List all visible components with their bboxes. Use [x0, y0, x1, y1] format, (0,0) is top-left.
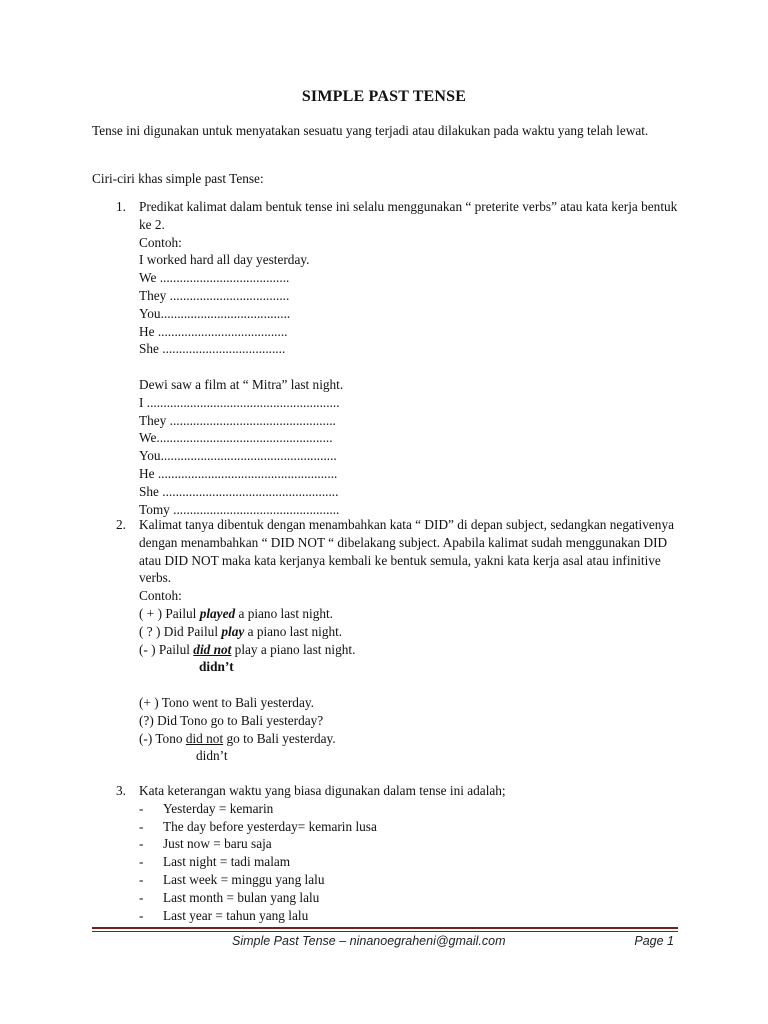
item3-text: Kata keterangan waktu yang biasa digunakan dalam tense ini adalah;: [139, 783, 506, 798]
drill-line: You.....................................................: [139, 448, 337, 464]
bullet-text: Just now = baru saja: [163, 836, 272, 852]
drill-line: She .....................................................: [139, 483, 339, 499]
list-number-1: 1.: [116, 199, 126, 214]
list-number-2: 2.: [116, 517, 126, 532]
item1-example1: I worked hard all day yesterday.: [139, 252, 310, 268]
bullet-text: Last month = bulan yang lalu: [163, 889, 320, 905]
list-item: - Last year = tahun yang lalu: [139, 907, 309, 923]
contraction-note: didn’t: [199, 659, 234, 675]
list-item: - Last night = tadi malam: [139, 854, 291, 870]
item2-contoh: Contoh:: [139, 588, 182, 604]
list-item: - The day before yesterday= kemarin lusa: [139, 818, 377, 834]
bullet-text: Last year = tahun yang lalu: [163, 907, 309, 923]
drill-line: He ......................................................: [139, 465, 338, 481]
intro-paragraph: Tense ini digunakan untuk menyatakan sesuatu yang terjadi atau dilakukan pada waktu yang telah lewat.: [92, 123, 649, 138]
example-positive: [139, 605, 679, 623]
drill-line: I ..........................................................: [139, 394, 340, 410]
verb-emphasis: did not: [193, 641, 232, 657]
item1-example2: Dewi saw a film at “ Mitra” last night.: [139, 376, 344, 392]
item1-contoh: Contoh:: [139, 234, 182, 250]
verb-emphasis: played: [199, 605, 236, 621]
page-number: Page 1: [634, 934, 674, 948]
example-text: a piano last night.: [235, 605, 334, 621]
example-negative: [139, 641, 679, 659]
bullet-text: Yesterday = kemarin: [163, 800, 274, 816]
list-item: - Last month = bulan yang lalu: [139, 889, 320, 905]
example-question: [139, 623, 679, 641]
page-title: SIMPLE PAST TENSE: [301, 88, 467, 105]
example-question: (?) Did Tono go to Bali yesterday?: [139, 712, 324, 728]
contraction-note: didn’t: [196, 748, 228, 764]
example-text: play a piano last night.: [231, 641, 356, 657]
footer-divider-thin: [92, 931, 678, 932]
drill-line: They ....................................: [139, 287, 290, 303]
bullet-text: The day before yesterday= kemarin lusa: [163, 818, 377, 834]
drill-line: He .......................................: [139, 323, 288, 339]
list-item: - Just now = baru saja: [139, 836, 272, 852]
example-text: ( ? ) Did Pailul: [139, 623, 222, 639]
example-text: a piano last night.: [244, 623, 343, 639]
footer-divider: [92, 927, 678, 929]
ciri-heading: Ciri-ciri khas simple past Tense:: [92, 171, 264, 186]
footer-text: Simple Past Tense – ninanoegraheni@gmail.com: [232, 934, 506, 948]
bullet-text: Last week = minggu yang lalu: [163, 871, 325, 887]
drill-line: We.....................................................: [139, 430, 333, 446]
drill-line: You.......................................: [139, 305, 291, 321]
drill-line: Tomy ..................................................: [139, 501, 340, 517]
list-item: - Yesterday = kemarin: [139, 800, 274, 816]
drill-line: She .....................................: [139, 341, 286, 357]
item1-text: Predikat kalimat dalam bentuk tense ini selalu menggunakan “ preterite verbs” atau kata kerja bentuk ke 2.: [139, 199, 678, 232]
example-negative: [139, 730, 679, 748]
example-text: (- ) Pailul: [139, 641, 194, 657]
bullet-text: Last night = tadi malam: [163, 854, 291, 870]
example-text: (-) Tono: [139, 730, 186, 746]
drill-line: We .......................................: [139, 270, 290, 286]
example-text: go to Bali yesterday.: [223, 730, 336, 746]
example-text: ( + ) Pailul: [139, 605, 200, 621]
list-item: - Last week = minggu yang lalu: [139, 871, 325, 887]
drill-line: They ..................................................: [139, 412, 336, 428]
item2-text: Kalimat tanya dibentuk dengan menambahkan kata “ DID” di depan subject, sedangkan negativenya dengan menambahkan “ DID NOT “ dibelakang subject. Apabila kalimat sudah menggunakan DID atau DID NOT maka kata kerjanya kembali ke bentuk semula, yakni kata kerja asal atau infinitive verbs.: [139, 517, 675, 586]
example-positive: (+ ) Tono went to Bali yesterday.: [139, 694, 314, 710]
verb-emphasis: play: [221, 623, 245, 639]
verb-emphasis: did not: [185, 730, 224, 746]
list-number-3: 3.: [116, 783, 126, 798]
